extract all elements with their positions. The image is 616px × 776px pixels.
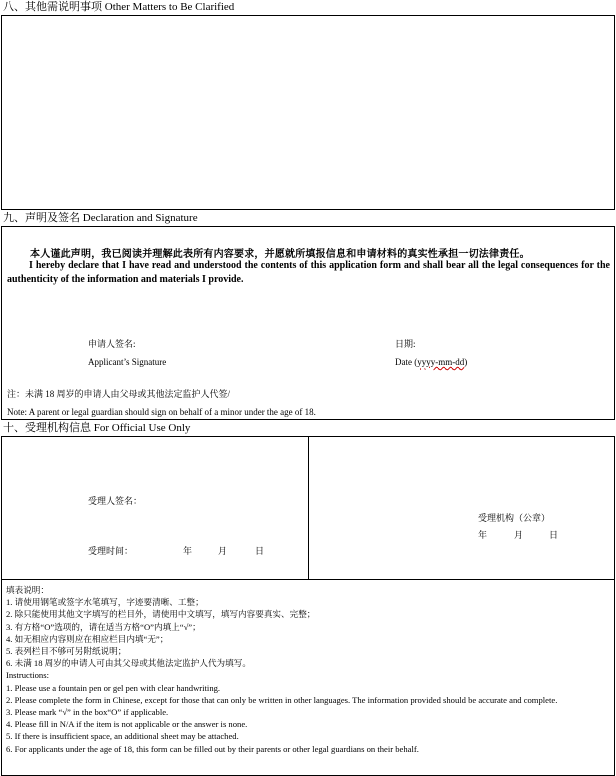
instruction-cn-4: 4. 如无相应内容则应在相应栏目内填“无”； bbox=[6, 633, 169, 644]
instruction-cn-6: 6. 未满 18 周岁的申请人可由其父母或其他法定监护人代为填写。 bbox=[6, 658, 251, 669]
date-label-cn: 日期: bbox=[395, 339, 416, 349]
instructions-title-cn: 填表说明： bbox=[6, 585, 49, 595]
instruction-cn-3: 3. 有方格“O”选项的，请在适当方格“O”内填上“√”； bbox=[6, 621, 201, 632]
applicant-signature-label-en: Applicant’s Signature bbox=[88, 357, 167, 367]
declaration-chinese: 本人谨此声明，我已阅读并理解此表所有内容要求，并愿就所填报信息和申请材料的真实性承担一切法律责任。 bbox=[30, 249, 530, 260]
receive-day-label: 日 bbox=[255, 546, 265, 556]
guardian-note-en: Note: A parent or legal guardian should sign on behalf of a minor under the age of 18. bbox=[7, 407, 316, 417]
section-9-heading: 九、声明及签名 Declaration and Signature bbox=[3, 212, 198, 224]
instruction-cn-5: 5. 表列栏目不够可另附纸说明； bbox=[6, 646, 127, 657]
applicant-signature-label-cn: 申请人签名: bbox=[88, 339, 136, 349]
receive-time-label: 受理时间： bbox=[88, 546, 134, 556]
declaration-english: I hereby declare that I have read and understood the contents of this application form and shall bear all the legal consequences for the authenticity of the information and materials I provide. bbox=[7, 260, 610, 285]
instruction-en-1: 1. Please use a fountain pen or gel pen with clear handwriting. bbox=[6, 682, 221, 693]
instruction-en-5: 5. If there is insufficient space, an additional sheet may be attached. bbox=[6, 731, 239, 742]
date-format: yyyy-mm-dd bbox=[417, 357, 465, 367]
instruction-cn-2: 2. 除只能使用其他文字填写的栏目外，请使用中文填写，填写内容要真实、完整； bbox=[6, 609, 316, 620]
agency-month-label: 月 bbox=[514, 530, 524, 540]
instruction-en-4: 4. Please fill in N/A if the item is not applicable or the answer is none. bbox=[6, 719, 248, 730]
instructions-title-en: Instructions: bbox=[6, 670, 49, 681]
instructions bbox=[6, 584, 608, 755]
date-label-en: Date (yyyy-mm-dd) bbox=[395, 357, 468, 367]
instructions-divider bbox=[1, 579, 615, 580]
receive-month-label: 月 bbox=[218, 546, 228, 556]
section-10-heading: 十、受理机构信息 For Official Use Only bbox=[3, 422, 191, 434]
agency-year-label: 年 bbox=[478, 530, 488, 540]
instruction-en-3: 3. Please mark “√” in the box“O” if applicable. bbox=[6, 707, 169, 718]
receiver-signature-label: 受理人签名： bbox=[88, 496, 143, 506]
guardian-note-cn: 注：未满 18 周岁的申请人由父母或其他法定监护人代签/ bbox=[7, 389, 231, 399]
official-use-divider bbox=[308, 436, 309, 579]
instruction-en-2: 2. Please complete the form in Chinese, except for those that can only be written in other languages. The information provided should be accurate and complete. bbox=[6, 694, 558, 705]
section-8-heading: 八、其他需说明事项 Other Matters to Be Clarified bbox=[3, 1, 235, 13]
agency-seal-label: 受理机构（公章） bbox=[478, 513, 551, 523]
instruction-en-6: 6. For applicants under the age of 18, this form can be filled out by their parents or other legal guardians on their behalf. bbox=[6, 743, 419, 754]
receive-year-label: 年 bbox=[183, 546, 193, 556]
other-matters-box[interactable] bbox=[1, 15, 615, 210]
agency-day-label: 日 bbox=[549, 530, 559, 540]
instruction-cn-1: 1. 请使用钢笔或签字水笔填写，字迹要清晰、工整； bbox=[6, 597, 204, 608]
